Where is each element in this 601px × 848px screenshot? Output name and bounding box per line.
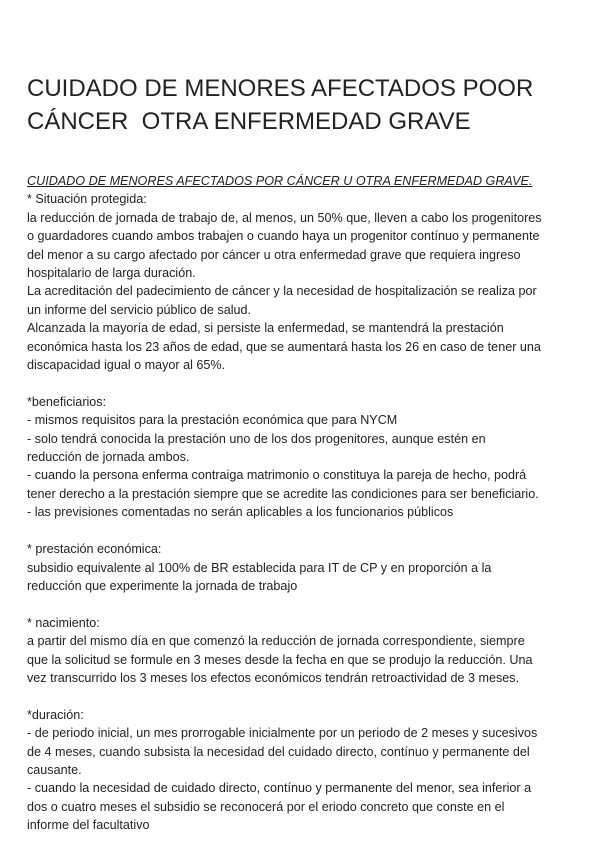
paragraph-spacer <box>27 522 587 540</box>
section-nacimiento <box>27 614 587 688</box>
text-line: un informe del servicio público de salud. <box>27 302 252 317</box>
paragraph-spacer <box>27 687 587 705</box>
section-duracion <box>27 706 587 835</box>
text-line: del menor a su cargo afectado por cáncer u otra enfermedad grave que requiera ingreso <box>27 247 521 262</box>
text-line: informe del facultativo <box>27 818 150 833</box>
section-heading: * prestación económica: <box>27 542 162 557</box>
text-line: que la solicitud se formule en 3 meses desde la fecha en que se produjo la reducción. Una <box>27 652 533 667</box>
text-line: a partir del mismo día en que comenzó la reducción de jornada correspondiente, siempre <box>27 634 525 649</box>
title-line-2: CÁNCER OTRA ENFERMEDAD GRAVE <box>27 108 471 135</box>
section-prestacion <box>27 540 587 595</box>
document-body <box>27 172 587 835</box>
text-line: - cuando la necesidad de cuidado directo, contínuo y permanente del menor, sea inferior a <box>27 781 532 796</box>
title-line-1: CUIDADO DE MENORES AFECTADOS POOR <box>27 75 534 102</box>
text-line: - solo tendrá conocida la prestación uno de los dos progenitores, aunque estén en <box>27 431 486 446</box>
text-line: discapacidad igual o mayor al 65%. <box>27 358 226 373</box>
text-line: - cuando la persona enferma contraiga matrimonio o constituya la pareja de hecho, podrá <box>27 468 527 483</box>
section-heading: * nacimiento: <box>27 615 100 630</box>
section-beneficiarios <box>27 393 587 522</box>
section-heading: * Situación protegida: <box>27 192 147 207</box>
section-situacion <box>27 190 587 374</box>
text-line: - las previsiones comentadas no serán aplicables a los funcionarios públicos <box>27 505 454 520</box>
text-line: causante. <box>27 762 82 777</box>
paragraph-spacer <box>27 595 587 613</box>
text-line: La acreditación del padecimiento de cáncer y la necesidad de hospitalización se realiza por <box>27 284 537 299</box>
text-line: - de periodo inicial, un mes prorrogable inicialmente por un periodo de 2 meses y sucesivos <box>27 726 538 741</box>
section-subtitle: CUIDADO DE MENORES AFECTADOS POR CÁNCER U OTRA ENFERMEDAD GRAVE. <box>27 174 533 188</box>
text-line: tener derecho a la prestación siempre que se acredite las condiciones para ser beneficiario. <box>27 486 539 501</box>
section-heading: *duración: <box>27 707 84 722</box>
text-line: de 4 meses, cuando subsista la necesidad del cuidado directo, contínuo y permanente del <box>27 744 530 759</box>
page-title <box>27 72 587 138</box>
text-line: vez transcurrido los 3 meses los efectos económicos tendrán retroactividad de 3 meses. <box>27 670 520 685</box>
text-line: hospitalario de larga duración. <box>27 266 196 281</box>
text-line: o guardadores cuando ambos trabajen o cuando haya un progenitor contínuo y permanente <box>27 229 540 244</box>
text-line: reducción de jornada ambos. <box>27 450 190 465</box>
text-line: la reducción de jornada de trabajo de, al menos, un 50% que, lleven a cabo los progenitores <box>27 210 542 225</box>
text-line: dos o cuatro meses el subsidio se reconocerá por el eriodo concreto que conste en el <box>27 799 505 814</box>
text-line: Alcanzada la mayoría de edad, si persiste la enfermedad, se mantendrá la prestación <box>27 321 504 336</box>
text-line: reducción que experimente la jornada de trabajo <box>27 578 298 593</box>
text-line: económica hasta los 23 años de edad, que se aumentará hasta los 26 en caso de tener una <box>27 339 541 354</box>
section-heading: *beneficiarios: <box>27 394 107 409</box>
text-line: - mismos requisitos para la prestación económica que para NYCM <box>27 413 398 428</box>
paragraph-spacer <box>27 374 587 392</box>
text-line: subsidio equivalente al 100% de BR establecida para IT de CP y en proporción a la <box>27 560 492 575</box>
